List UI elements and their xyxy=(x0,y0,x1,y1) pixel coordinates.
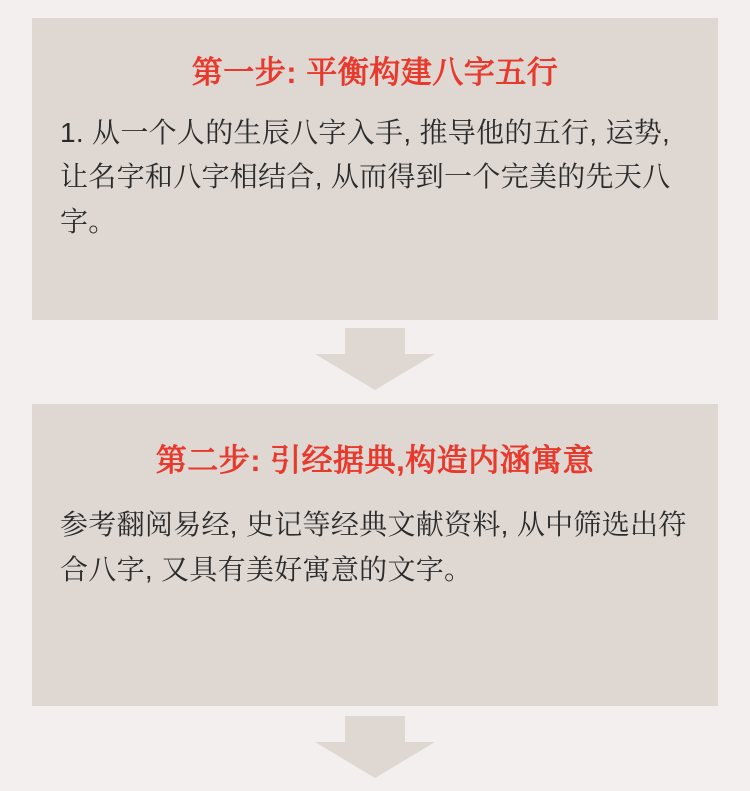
step-title-2: 第二步: 引经据典,构造内涵寓意 xyxy=(155,443,595,478)
step-body-1: 1. 从一个人的生辰八字入手, 推导他的五行, 运势, 让名字和八字相结合, 从而得到一个完美的先天八字。 xyxy=(60,117,671,237)
down-arrow-icon-2 xyxy=(315,716,435,778)
step-card-1 xyxy=(32,18,718,320)
down-arrow-icon-1 xyxy=(315,328,435,390)
step-card-2 xyxy=(32,404,718,706)
step-body-2: 参考翻阅易经, 史记等经典文献资料, 从中筛选出符合八字, 又具有美好寓意的文字。 xyxy=(60,509,687,585)
step-title-1: 第一步: 平衡构建八字五行 xyxy=(191,55,559,90)
